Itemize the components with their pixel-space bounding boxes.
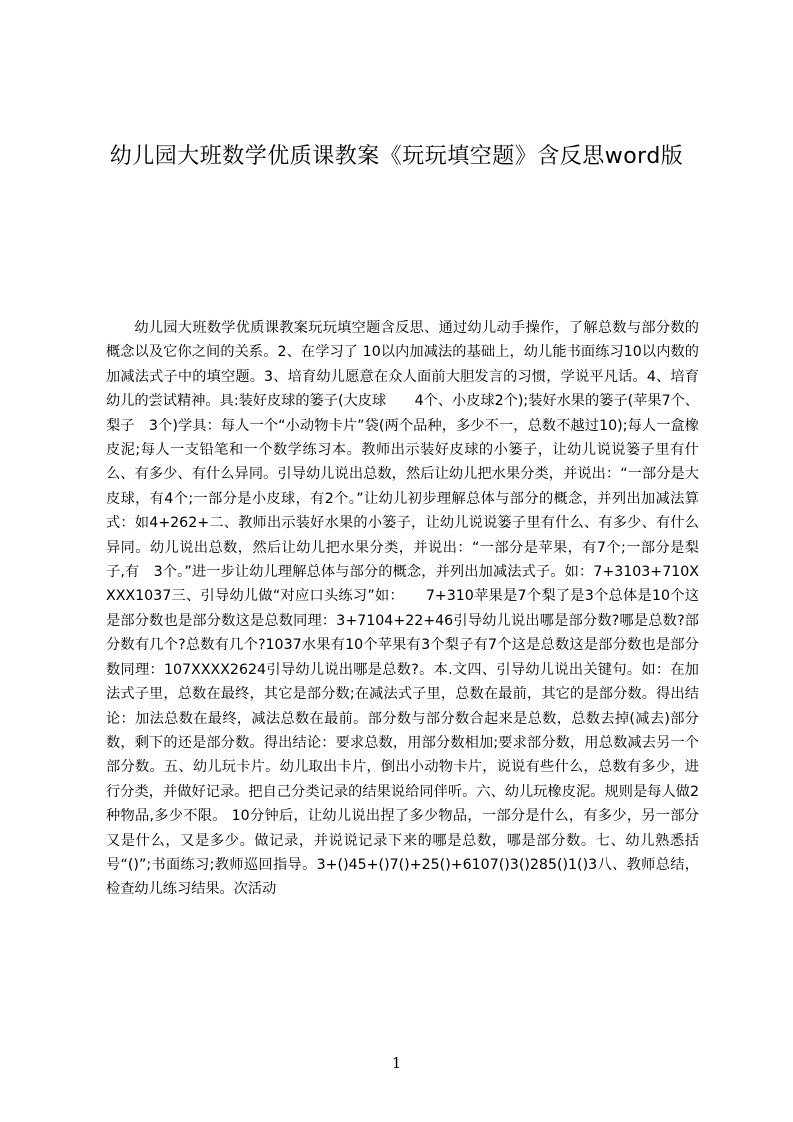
document-title: 幼儿园大班数学优质课教案《玩玩填空题》含反思word版 [109, 144, 684, 169]
document-body-paragraph: 幼儿园大班数学优质课教案玩玩填空题含反思、通过幼儿动手操作，了解总数与部分数的概念以及它你之间的关系。2、在学习了 10以内加减法的基础上，幼儿能书面练习10以内数的加减法式子中的填空题。3、培育幼儿愿意在众人面前大胆发言的习惯，学说平凡话。4、培育幼儿的尝试精神。具:装好皮球的篓子(大皮球 4个、小皮球2个);装好水果的篓子(苹果7个、梨子 3个)学具：每人一个“小动物卡片”袋(两个品种，多少不一，总数不越过10);每人一盒橡皮泥;每人一支铅笔和一个数学练习本。教师出示装好皮球的小篓子，让幼儿说说篓子里有什么、有多少、有什么异同。引导幼儿说出总数，然后让幼儿把水果分类，并说出：“一部分是大皮球，有4个;一部分是小皮球，有2个。”让幼儿初步理解总体与部分的概念，并列出加减法算式：如4+262+二、教师出示装好水果的小篓子，让幼儿说说篓子里有什么、有多少、有什么异同。幼儿说出总数，然后让幼儿把水果分类，并说出：“一部分是苹果，有7个;一部分是梨子,有 3个。”进一步让幼儿理解总体与部分的概念，并列出加减法式子。如：7+3103+710XXXX1037三、引导幼儿做“对应口头练习”如： 7+310苹果是7个梨了是3个总体是10个这是部分数也是部分数这是总数同理：3+7104+22+46引导幼儿说出哪是部分数?哪是总数?部分数有几个?总数有几个?1037水果有10个苹果有3个梨子有7个这是总数这是部分数也是部分数同理：107XXXX2624引导幼儿说出哪是总数?。本.文四、引导幼儿说出关键句。如：在加法式子里，总数在最终，其它是部分数;在减法式子里，总数在最前，其它的是部分数。得出结论：加法总数在最终，减法总数在最前。部分数与部分数合起来是总数，总数去掉(减去)部分数，剩下的还是部分数。得出结论：要求总数，用部分数相加;要求部分数，用总数减去另一个部分数。五、幼儿玩卡片。幼儿取出卡片，倒出小动物卡片，说说有些什么，总数有多少，进行分类，并做好记录。把自己分类记录的结果说给同伴听。六、幼儿玩橡皮泥。规则是每人做2种物品,多少不限。 10分钟后，让幼儿说出捏了多少物品，一部分是什么，有多少，另一部分又是什么，又是多少。做记录，并说说记录下来的哪是总数，哪是部分数。七、幼儿熟悉括号“()”;书面练习;教师巡回指导。3+()45+()7()+25()+6107()3()285()1()3八、教师总结，检查幼儿练习结果。次活动 [106, 320, 699, 898]
page-number: 1 [391, 1054, 402, 1072]
